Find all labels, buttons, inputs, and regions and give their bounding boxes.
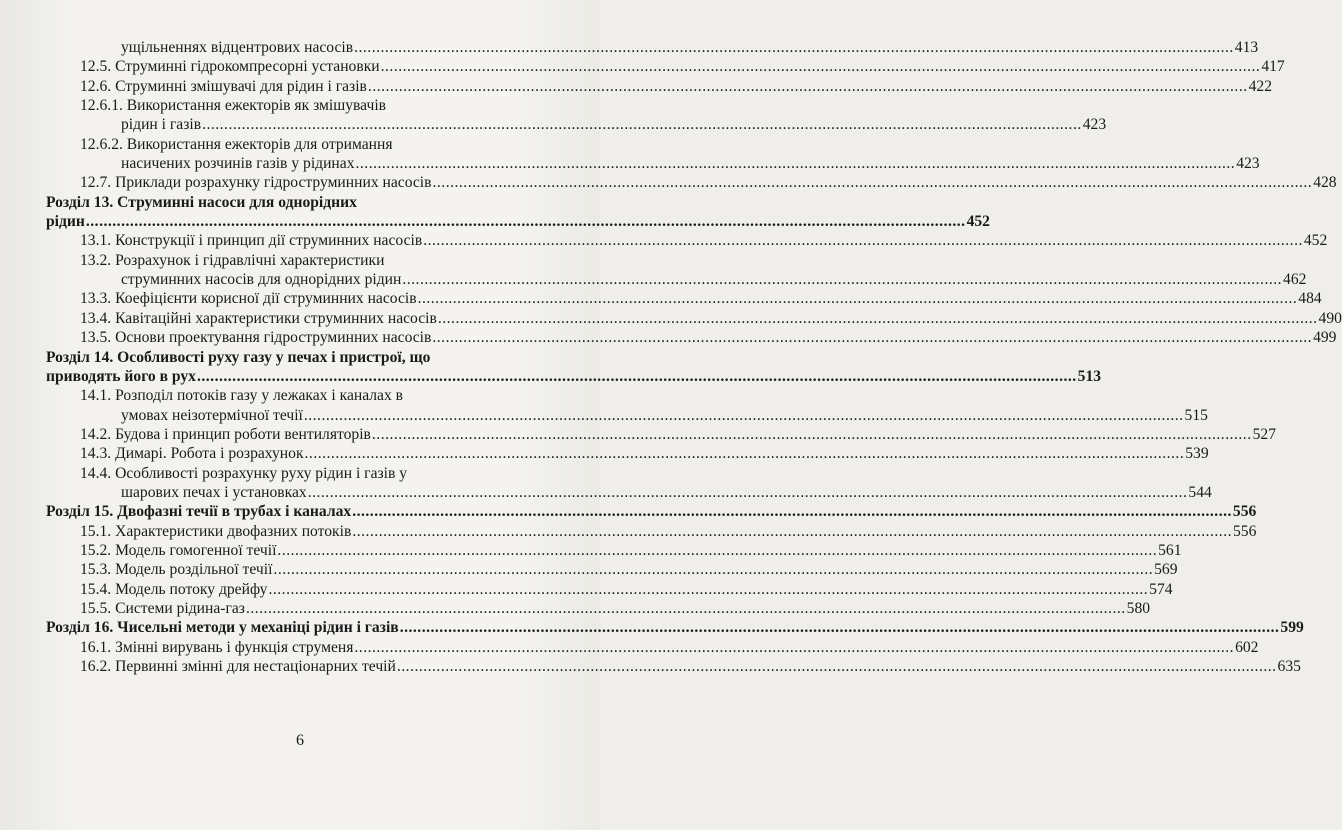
toc-page-number: 515 — [1184, 406, 1208, 424]
toc-page-number: 556 — [1232, 503, 1257, 521]
toc-page-number: 574 — [1149, 580, 1173, 598]
toc-page-number: 417 — [1261, 58, 1285, 76]
toc-entry-title: 15.3. Модель роздільної течії — [80, 561, 273, 579]
toc-page-number: 635 — [1277, 658, 1301, 675]
toc-entry-line — [46, 77, 1272, 96]
dot-leader: ........................................................................................................................................................................................................ — [307, 483, 1188, 501]
dot-leader: ........................................................................................................................................................................................................ — [352, 503, 1232, 521]
toc-page-number: 569 — [1154, 561, 1178, 579]
dot-leader: ........................................................................................................................................................................................................ — [354, 39, 1234, 56]
toc-entry-title: рідин і газів — [121, 116, 202, 134]
dot-leader: ........................................................................................................................................................................................................ — [85, 213, 966, 231]
toc-entry-line — [46, 444, 1209, 463]
toc-entry-title: 12.6. Струминні змішувачі для рідин і газів — [80, 77, 367, 95]
toc-entry-title: 15.1. Характеристики двофазних потоків — [80, 522, 352, 540]
toc-entry-title: 15.2. Модель гомогенної течії — [80, 541, 277, 559]
toc-section-line — [46, 348, 572, 367]
toc-entry-title: 12.6.1. Використання ежекторів як змішувачів — [80, 97, 387, 115]
toc-entry-title: 12.5. Струминні гідрокомпресорні установки — [80, 58, 380, 76]
page-number: 6 — [296, 732, 304, 749]
toc-entry-title: 16.1. Змінні вирувань і функція струменя — [80, 638, 354, 656]
toc-entry-line — [46, 425, 1276, 444]
toc-entry-title: 15.4. Модель потоку дрейфу — [80, 580, 268, 598]
dot-leader: ........................................................................................................................................................................................................ — [432, 329, 1313, 347]
toc-page-number: 423 — [1082, 116, 1107, 134]
toc-entry-title: ущільненнях відцентрових насосів — [121, 39, 354, 56]
toc-section-line — [46, 367, 1102, 386]
toc-section-line — [46, 502, 1257, 521]
toc-page-number: 428 — [1313, 174, 1337, 192]
toc-entry-title: 13.3. Коефіцієнти корисної дії струминних насосів — [80, 290, 417, 308]
toc-entry-line — [46, 38, 1259, 57]
toc-entry-title: 13.4. Кавітаційні характеристики струминних насосів — [80, 309, 437, 327]
toc-page-number: 423 — [1236, 155, 1260, 173]
toc-page-number: 539 — [1185, 445, 1209, 463]
dot-leader: ........................................................................................................................................................................................................ — [417, 290, 1298, 308]
toc-entry-title: струминних насосів для однорідних рідин — [121, 271, 402, 289]
toc-section-line — [46, 618, 1304, 637]
toc-entry-title: 14.3. Димарі. Робота і розрахунок — [80, 445, 304, 463]
toc-entry-line — [46, 96, 572, 115]
toc-entry-line — [46, 231, 1328, 250]
toc-entry-line — [46, 251, 572, 270]
table-of-contents — [46, 38, 1342, 676]
toc-page-number: 452 — [1303, 232, 1328, 250]
dot-leader: ........................................................................................................................................................................................................ — [277, 541, 1158, 559]
dot-leader: ........................................................................................................................................................................................................ — [423, 232, 1303, 250]
toc-entry-line — [46, 135, 572, 154]
toc-page-number: 580 — [1126, 599, 1151, 617]
dot-leader: ........................................................................................................................................................................................................ — [355, 155, 1236, 173]
toc-entry-title: шарових печах і установках — [121, 483, 307, 501]
toc-entry-line — [46, 328, 1337, 347]
toc-entry-line — [46, 541, 1182, 560]
dot-leader: ........................................................................................................................................................................................................ — [245, 599, 1126, 617]
toc-entry-title: Розділ 14. Особливості руху газу у печах і пристрої, що — [46, 348, 431, 366]
toc-entry-title: 15.5. Системи рідина-газ — [80, 599, 245, 617]
toc-entry-title: насичених розчинів газів у рідинах — [121, 155, 355, 173]
toc-entry-line — [46, 657, 1301, 676]
toc-page-number: 413 — [1234, 39, 1259, 56]
toc-entry-line — [46, 57, 1285, 76]
toc-entry-line — [46, 270, 1307, 289]
toc-entry-title: 13.5. Основи проектування гідроструминних насосів — [80, 329, 432, 347]
dot-leader: ........................................................................................................................................................................................................ — [304, 445, 1185, 463]
dot-leader: ........................................................................................................................................................................................................ — [273, 561, 1154, 579]
toc-page-number: 422 — [1248, 77, 1272, 95]
dot-leader: ........................................................................................................................................................................................................ — [354, 638, 1235, 656]
toc-entry-line — [46, 560, 1178, 579]
dot-leader: ........................................................................................................................................................................................................ — [402, 271, 1283, 289]
dot-leader: ........................................................................................................................................................................................................ — [396, 658, 1277, 675]
dot-leader: ........................................................................................................................................................................................................ — [399, 619, 1280, 637]
toc-entry-line — [46, 599, 1151, 618]
toc-page-number: 527 — [1252, 425, 1276, 443]
dot-leader: ........................................................................................................................................................................................................ — [268, 580, 1149, 598]
dot-leader: ........................................................................................................................................................................................................ — [367, 77, 1248, 95]
toc-entry-line — [46, 638, 1259, 657]
toc-page-number: 452 — [966, 213, 990, 231]
dot-leader: ........................................................................................................................................................................................................ — [303, 406, 1184, 424]
toc-page-number: 499 — [1313, 329, 1337, 347]
toc-entry-title: 14.4. Особливості розрахунку руху рідин і газів у — [80, 464, 408, 482]
toc-entry-title: умовах неізотермічної течії — [121, 406, 303, 424]
toc-entry-line — [46, 154, 1260, 173]
toc-page-number: 490 — [1318, 309, 1342, 327]
toc-entry-title: 13.2. Розрахунок і гідравлічні характеристики — [80, 251, 385, 269]
toc-entry-title: 14.2. Будова і принцип роботи вентиляторів — [80, 425, 371, 443]
toc-entry-title: 14.1. Розподіл потоків газу у лежаках і каналах в — [80, 387, 404, 405]
toc-page-number: 513 — [1077, 367, 1102, 385]
toc-page-number: 561 — [1158, 541, 1182, 559]
toc-section-line — [46, 212, 990, 231]
toc-entry-title: 12.7. Приклади розрахунку гідроструминних насосів — [80, 174, 432, 192]
toc-page-number: 556 — [1233, 522, 1257, 540]
dot-leader: ........................................................................................................................................................................................................ — [196, 367, 1077, 385]
dot-leader: ........................................................................................................................................................................................................ — [371, 425, 1252, 443]
dot-leader: ........................................................................................................................................................................................................ — [352, 522, 1232, 540]
dot-leader: ........................................................................................................................................................................................................ — [437, 309, 1318, 327]
toc-page-number: 599 — [1280, 619, 1304, 637]
toc-entry-title: Розділ 16. Чисельні методи у механіці рідин і газів — [46, 619, 399, 637]
toc-entry-line — [46, 522, 1257, 541]
toc-page-number: 602 — [1235, 638, 1259, 656]
dot-leader: ........................................................................................................................................................................................................ — [202, 116, 1082, 134]
toc-entry-line — [46, 580, 1173, 599]
toc-entry-title: 16.2. Первинні змінні для нестаціонарних течій — [80, 658, 396, 675]
toc-section-line — [46, 193, 572, 212]
toc-entry-line — [46, 173, 1337, 192]
toc-entry-line — [46, 289, 1322, 308]
toc-entry-line — [46, 483, 1212, 502]
toc-page-number: 484 — [1298, 290, 1322, 308]
toc-entry-line — [46, 464, 572, 483]
toc-entry-line — [46, 406, 1208, 425]
dot-leader: ........................................................................................................................................................................................................ — [380, 58, 1261, 76]
toc-entry-title: Розділ 13. Струминні насоси для однорідних — [46, 193, 357, 211]
toc-entry-line — [46, 115, 1107, 134]
toc-entry-line — [46, 386, 572, 405]
toc-page-number: 544 — [1188, 483, 1212, 501]
toc-entry-line — [46, 309, 1342, 328]
dot-leader: ........................................................................................................................................................................................................ — [432, 174, 1313, 192]
toc-entry-title: рідин — [46, 213, 85, 231]
toc-entry-title: 13.1. Конструкції і принцип дії струминних насосів — [80, 232, 423, 250]
toc-page-number: 462 — [1283, 271, 1307, 289]
toc-entry-title: Розділ 15. Двофазні течії в трубах і каналах — [46, 503, 352, 521]
toc-entry-title: приводять його в рух — [46, 367, 196, 385]
toc-entry-title: 12.6.2. Використання ежекторів для отримання — [80, 135, 393, 153]
